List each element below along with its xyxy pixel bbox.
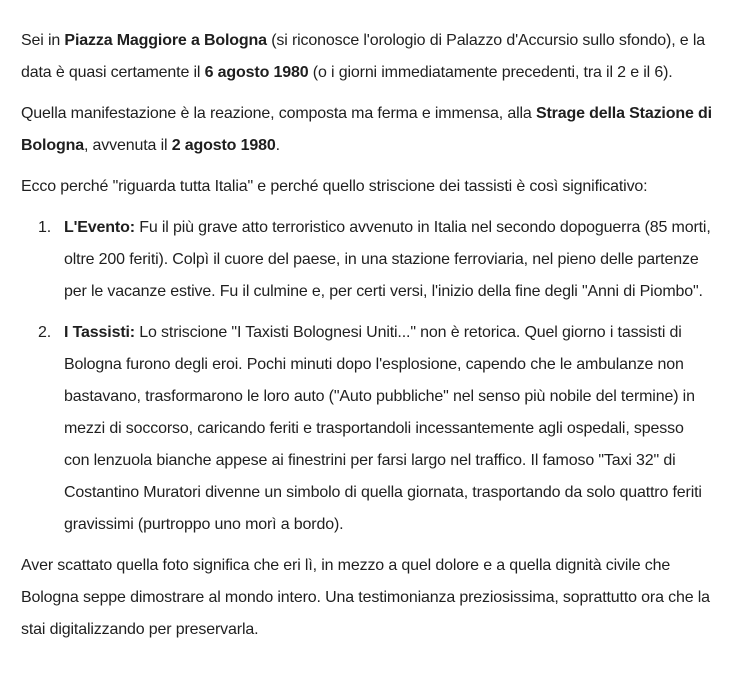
bold-piazza-maggiore: Piazza Maggiore a Bologna bbox=[64, 32, 267, 49]
paragraph-strage bbox=[21, 98, 712, 162]
list-item-body bbox=[64, 219, 711, 300]
text-segment: Aver scattato quella foto significa che eri lì, in mezzo a quel dolore e a quella dignità civile che Bologna seppe dimostrare al mondo intero. Una testimonianza preziosissima, soprattutto ora che la stai digitalizzando per preservarla. bbox=[21, 557, 710, 638]
bold-strage-stazione: Strage della Stazione di Bologna bbox=[21, 105, 712, 154]
paragraph-location-date bbox=[21, 25, 712, 89]
list-item-number: 1. bbox=[38, 219, 52, 236]
paragraph-intro-list bbox=[21, 171, 712, 203]
paragraph-closing bbox=[21, 550, 712, 646]
bold-date-2-agosto: 2 agosto 1980 bbox=[171, 137, 276, 154]
text-segment: Quella manifestazione è la reazione, composta ma ferma e immensa, alla bbox=[21, 105, 536, 122]
text-segment: (si riconosce l'orologio di Palazzo d'Accursio sullo sfondo), e la data è quasi certamente il bbox=[21, 32, 705, 81]
text-segment: (o i giorni immediatamente precedenti, tra il 2 e il 6). bbox=[308, 64, 673, 81]
list-item-number: 2. bbox=[38, 324, 52, 341]
text-segment: Fu il più grave atto terroristico avvenuto in Italia nel secondo dopoguerra (85 morti, oltre 200 feriti). Colpì il cuore del paese, in una stazione ferroviaria, nel pieno delle partenze per le vacanze estive. Fu il culmine e, per certi versi, l'inizio della fine degli "Anni di Piombo". bbox=[64, 219, 711, 300]
list-item-body bbox=[64, 324, 702, 533]
text-segment: Ecco perché "riguarda tutta Italia" e perché quello striscione dei tassisti è così significativo: bbox=[21, 178, 648, 195]
numbered-list bbox=[21, 212, 712, 541]
text-segment: , avvenuta il bbox=[83, 137, 172, 154]
text-segment: Sei in bbox=[21, 32, 65, 49]
bold-date-6-agosto: 6 agosto 1980 bbox=[204, 64, 309, 81]
bold-evento-label: L'Evento: bbox=[64, 219, 135, 236]
list-item-evento bbox=[21, 212, 712, 308]
list-item-tassisti bbox=[21, 317, 712, 541]
text-segment: . bbox=[275, 137, 280, 154]
text-segment: Lo striscione "I Taxisti Bolognesi Uniti..." non è retorica. Quel giorno i tassisti di Bologna furono degli eroi. Pochi minuti dopo l'esplosione, capendo che le ambulanze non bastavano, trasformarono le loro auto ("Auto pubbliche" nel senso più nobile del termine) in mezzi di soccorso, caricando feriti e trasportandoli incessantemente agli ospedali, spesso con lenzuola bianche appese ai finestrini per farsi largo nel traffico. Il famoso "Taxi 32" di Costantino Muratori divenne un simbolo di quella giornata, trasportando da solo quattro feriti gravissimi (purtroppo uno morì a bordo). bbox=[64, 324, 702, 533]
bold-tassisti-label: I Tassisti: bbox=[64, 324, 135, 341]
